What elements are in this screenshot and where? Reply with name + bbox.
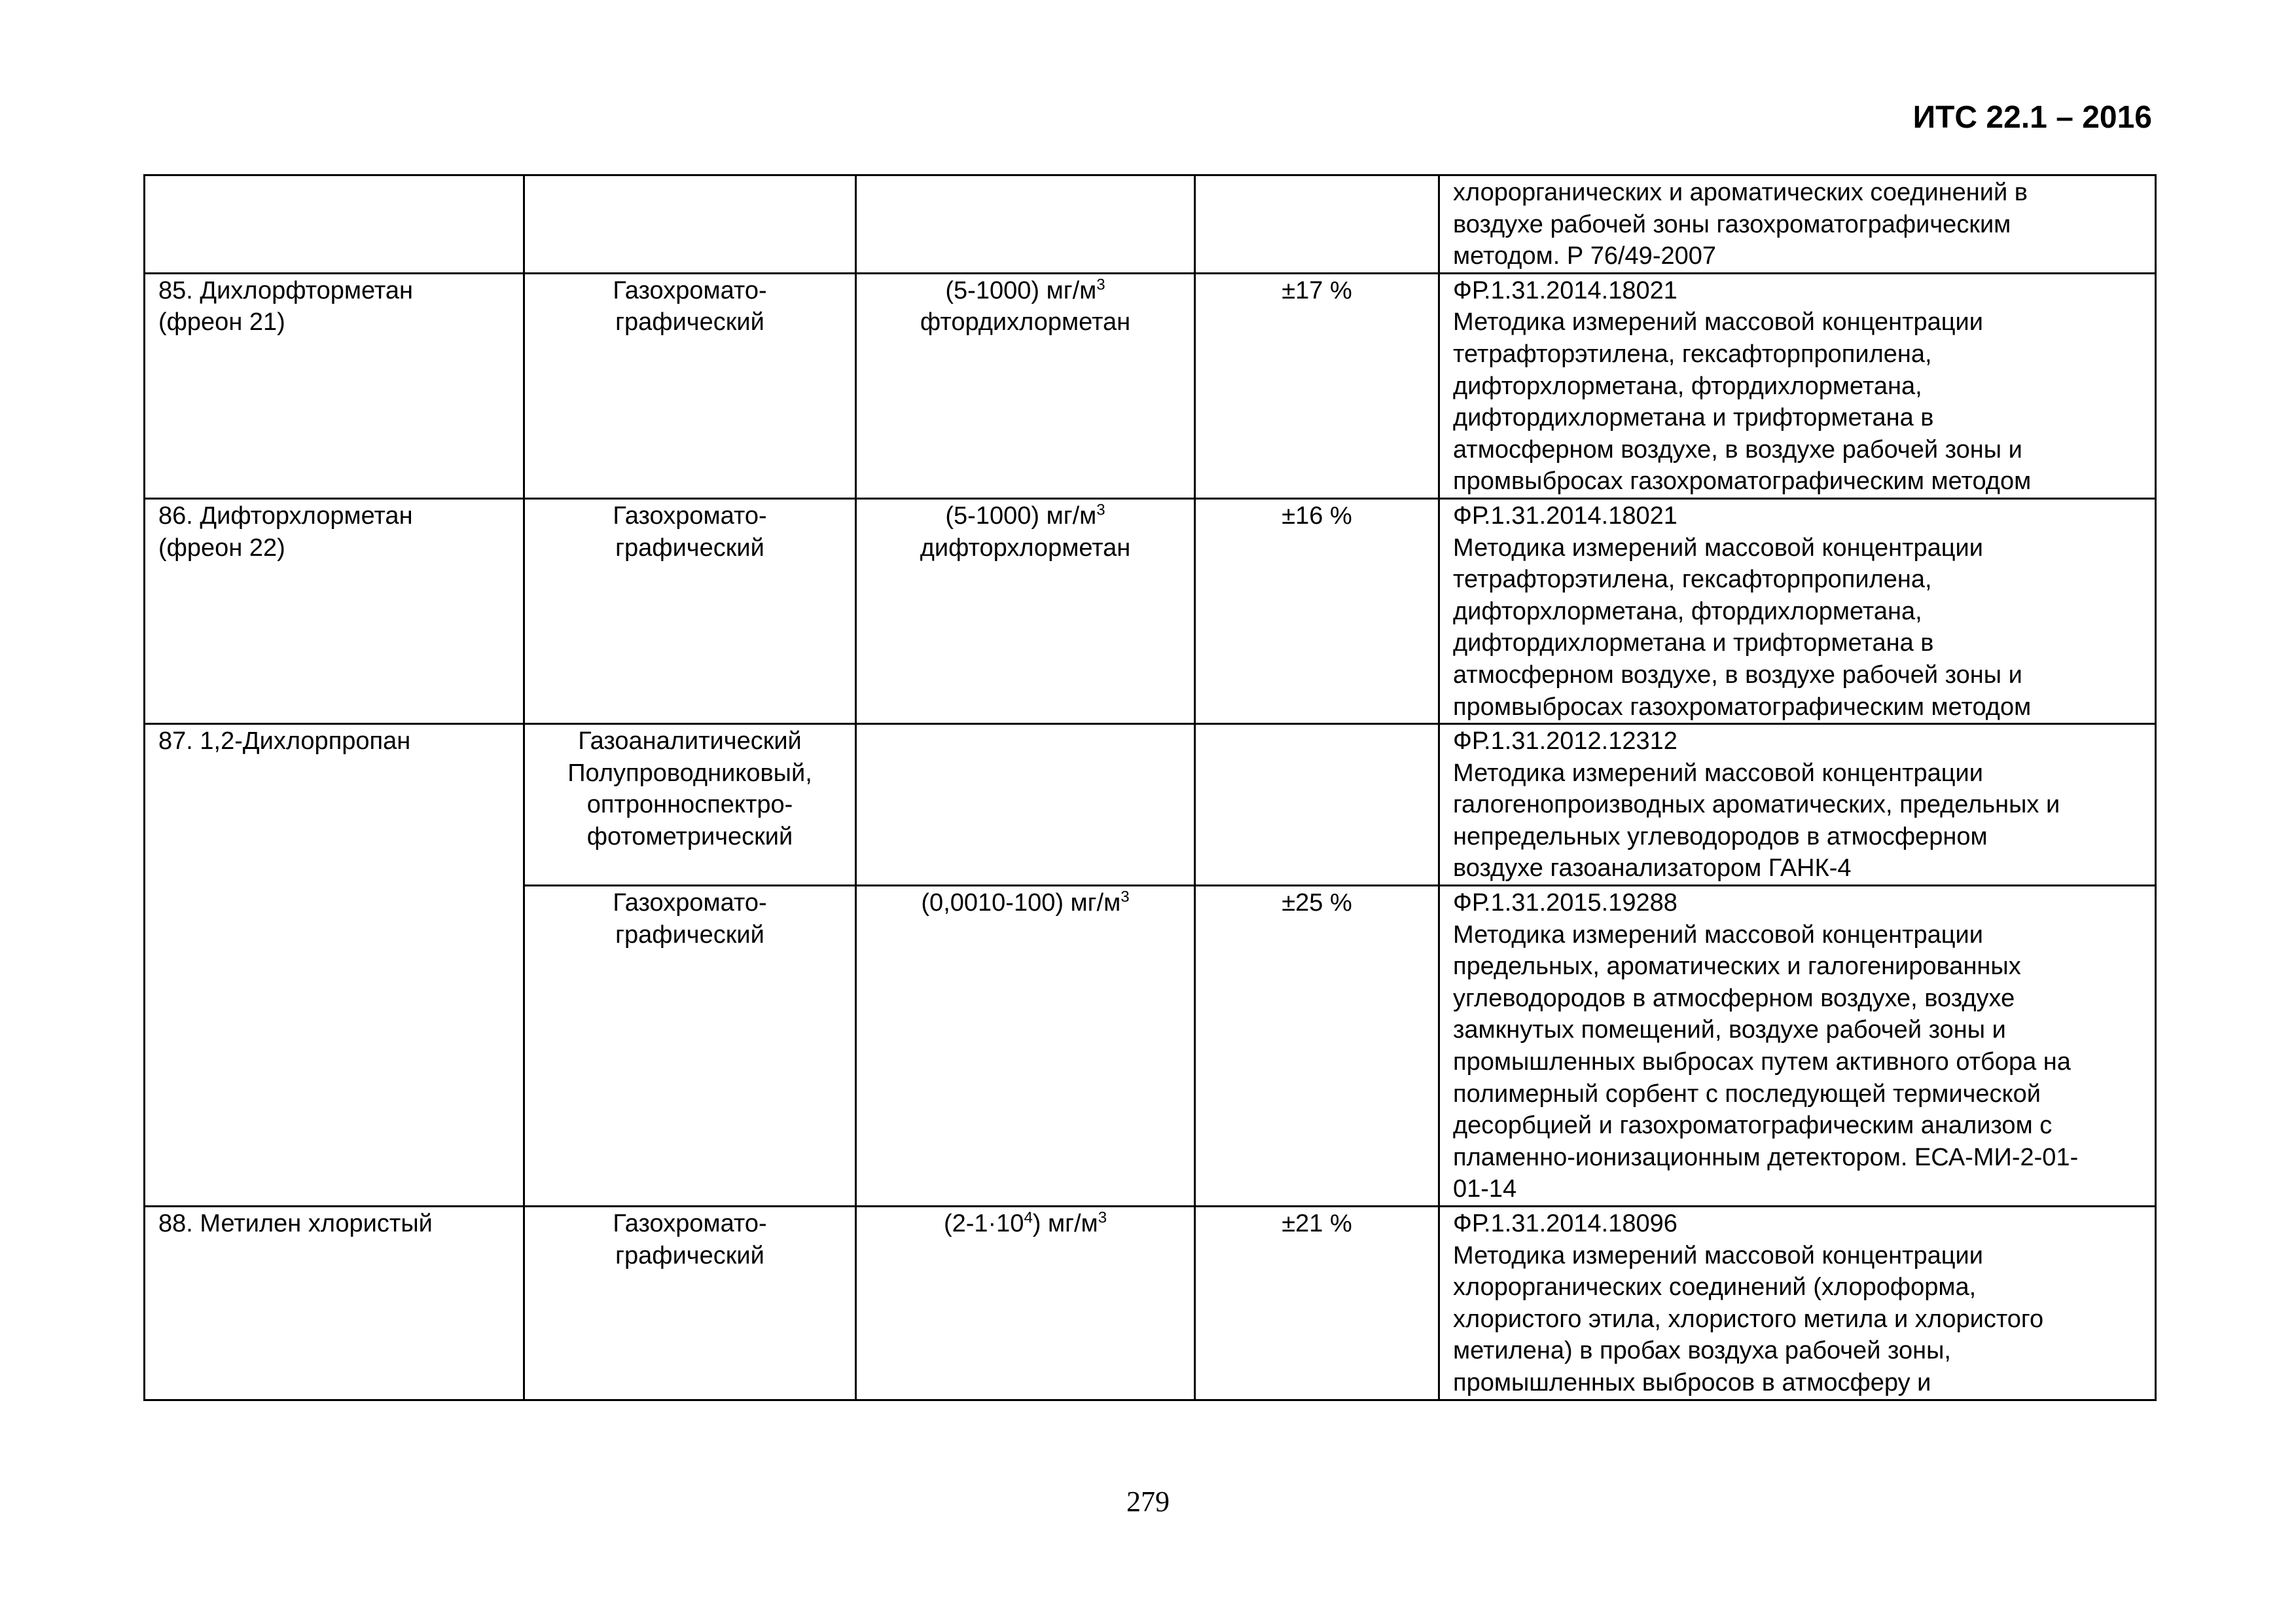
method-line: графический (615, 921, 764, 949)
substance-alias: (фреон 22) (158, 534, 285, 562)
method-line: оптронноспектро- (586, 791, 793, 819)
range-cell (856, 724, 1195, 886)
document-cell (1439, 175, 2156, 274)
table-row (145, 1207, 2156, 1400)
substance-name: 87. 1,2-Дихлорпропан (158, 727, 411, 756)
document-code: ФР.1.31.2012.12312 (1453, 727, 1677, 756)
document-line: тетрафторэтилена, гексафторпропилена, (1453, 566, 1932, 594)
document-line: пламенно-ионизационным детектором. ЕСА-МИ-2-01- (1453, 1143, 2079, 1171)
method-cell (524, 724, 856, 886)
methods-table (143, 174, 2157, 1401)
document-line: дифтордихлорметана и трифторметана в (1453, 629, 1934, 657)
document-line: Методика измерений массовой концентрации (1453, 534, 1983, 562)
substance-cell (145, 273, 524, 498)
method-cell (524, 1207, 856, 1400)
document-line: полимерный сорбент с последующей термической (1453, 1080, 2041, 1108)
document-line: предельных, ароматических и галогенированных (1453, 953, 2021, 981)
document-cell (1439, 886, 2156, 1207)
document-code: ИТС 22.1 – 2016 (1912, 100, 2152, 135)
substance-name: 86. Дифторхлорметан (158, 501, 413, 530)
method-line: фотометрический (586, 822, 793, 850)
method-line: графический (615, 1241, 764, 1269)
page-number: 279 (1126, 1486, 1170, 1518)
range-value: (5-1000) $мг/м^3$ (945, 501, 1105, 530)
table-row (145, 724, 2156, 886)
document-line: воздухе рабочей зоны газохроматографическим (1453, 210, 2011, 238)
document-cell (1439, 1207, 2156, 1400)
document-code: ФР.1.31.2014.18021 (1453, 276, 1677, 304)
document-line: десорбцией и газохроматографическим анализом с (1453, 1112, 2053, 1140)
document-line: хлорорганических и ароматических соединений в (1453, 179, 2028, 206)
range-cell (856, 1207, 1195, 1400)
document-code: ФР.1.31.2014.18096 (1453, 1210, 1677, 1237)
range-cell (856, 886, 1195, 1207)
document-line: промвыбросах газохроматографическим методом (1453, 693, 2032, 721)
method-line: Полупроводниковый, (567, 759, 812, 787)
method-line: Газохромато- (613, 276, 767, 304)
error-cell: ±21 % (1195, 1207, 1439, 1400)
range-cell (856, 175, 1195, 274)
range-substance: дифторхлорметан (920, 534, 1131, 562)
error-cell (1195, 724, 1439, 886)
table-row (145, 175, 2156, 274)
substance-cell (145, 724, 524, 1207)
document-line: хлорорганических соединений (хлороформа, (1453, 1273, 1977, 1302)
document-line: методом. Р 76/49-2007 (1453, 242, 1717, 270)
range-value: (0,0010-100) $мг/м^3$ (921, 888, 1130, 917)
document-line: атмосферном воздухе, в воздухе рабочей зоны и (1453, 435, 2022, 464)
document-line: углеводородов в атмосферном воздухе, воздухе (1453, 984, 2015, 1012)
document-line: воздухе газоанализатором ГАНК-4 (1453, 854, 1852, 883)
document-line: Методика измерений массовой концентрации (1453, 921, 1983, 949)
document-cell (1439, 273, 2156, 498)
document-line: атмосферном воздухе, в воздухе рабочей зоны и (1453, 661, 2022, 689)
document-line: 01-14 (1453, 1175, 1517, 1203)
error-cell (1195, 175, 1439, 274)
document-line: замкнутых помещений, воздухе рабочей зоны и (1453, 1016, 2006, 1044)
document-line: Методика измерений массовой концентрации (1453, 759, 1983, 787)
method-line: Газохромато- (613, 501, 767, 530)
range-cell (856, 273, 1195, 498)
document-line: Методика измерений массовой концентрации (1453, 308, 1983, 337)
document-code: ФР.1.31.2014.18021 (1453, 501, 1677, 530)
table-row (145, 498, 2156, 723)
substance-alias: (фреон 21) (158, 308, 285, 337)
document-line: промышленных выбросов в атмосферу и (1453, 1368, 1931, 1396)
substance-name: 88. Метилен хлористый (158, 1210, 433, 1237)
error-cell: ±25 % (1195, 886, 1439, 1207)
document-line: дифторхлорметана, фтордихлорметана, (1453, 597, 1922, 625)
document-line: дифтордихлорметана и трифторметана в (1453, 404, 1934, 432)
document-line: хлористого этила, хлористого метила и хлористого (1453, 1305, 2044, 1333)
document-cell (1439, 498, 2156, 723)
document-code: ФР.1.31.2015.19288 (1453, 889, 1677, 917)
method-line: графический (615, 534, 764, 562)
method-line: Газохромато- (613, 1210, 767, 1237)
method-line: графический (615, 308, 764, 337)
method-line: Газоаналитический (578, 727, 802, 756)
range-substance: фтордихлорметан (920, 308, 1131, 337)
error-cell: ±16 % (1195, 498, 1439, 723)
document-cell (1439, 724, 2156, 886)
substance-name: 85. Дихлорфторметан (158, 276, 413, 304)
substance-cell (145, 175, 524, 274)
method-cell (524, 273, 856, 498)
method-line: Газохромато- (613, 889, 767, 917)
substance-cell (145, 1207, 524, 1400)
document-line: тетрафторэтилена, гексафторпропилена, (1453, 340, 1932, 368)
method-cell (524, 886, 856, 1207)
document-line: галогенопроизводных ароматических, предельных и (1453, 791, 2060, 819)
method-cell (524, 175, 856, 274)
document-line: непредельных углеводородов в атмосферном (1453, 822, 1988, 850)
substance-cell (145, 498, 524, 723)
document-line: дифторхлорметана, фтордихлорметана, (1453, 372, 1922, 400)
range-value: (5-1000) $мг/м^3$ (945, 276, 1105, 304)
document-line: промвыбросах газохроматографическим методом (1453, 467, 2032, 496)
method-cell (524, 498, 856, 723)
error-cell: ±17 % (1195, 273, 1439, 498)
range-value: $(2-1\cdot 10^4)$ $мг/м^3$ (943, 1209, 1107, 1237)
document-line: Методика измерений массовой концентрации (1453, 1241, 1983, 1269)
document-line: промышленных выбросах путем активного отбора на (1453, 1048, 2071, 1076)
range-cell (856, 498, 1195, 723)
document-line: метилена) в пробах воздуха рабочей зоны, (1453, 1337, 1951, 1365)
table-row (145, 273, 2156, 498)
